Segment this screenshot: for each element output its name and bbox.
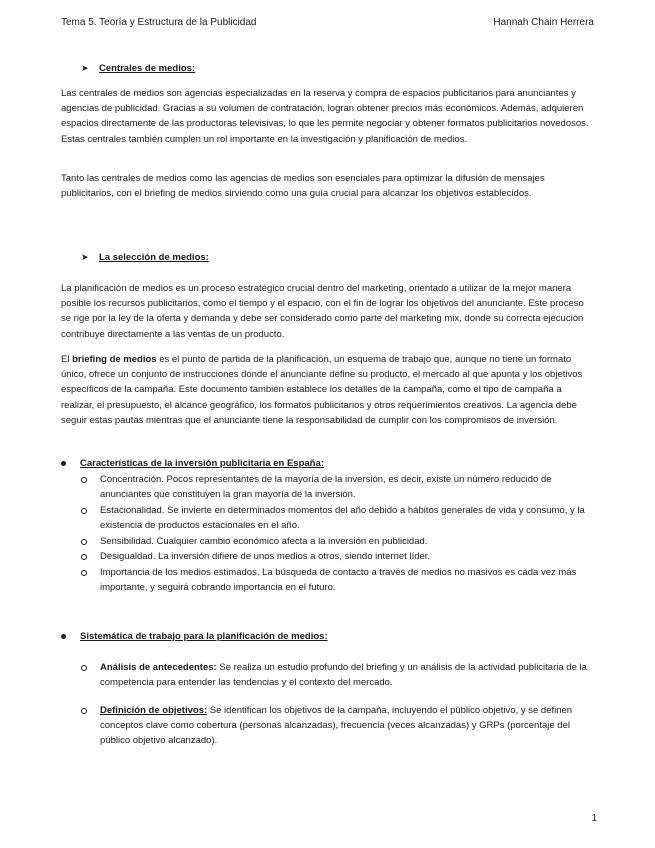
circle-bullet-icon (81, 570, 87, 576)
bullet-dot-icon (61, 461, 66, 466)
header-author: Hannah Chain Herrera (493, 17, 594, 28)
section-heading-text: La selección de medios: (99, 252, 209, 263)
circle-bullet-icon (81, 665, 87, 671)
circle-bullet-icon (81, 708, 87, 714)
item-label-objetivos: Definición de objetivos: (100, 705, 208, 716)
page-header (61, 17, 594, 31)
section-heading-centrales (81, 61, 195, 76)
paragraph-centrales-2: Tanto las centrales de medios como las agencias de medios son esenciales para optimizar la difusión de mensajes publicitarios, con el briefing de medios sirviendo como una guía crucial para alcanzar los objetivos establecidos. (61, 173, 545, 200)
bold-term-briefing: briefing de medios (72, 354, 157, 365)
list-item-text: Desigualdad. La inversión difiere de unos medios a otros, siendo internet líder. (100, 551, 431, 562)
circle-bullet-icon (81, 539, 87, 545)
bullet-heading-text: Sistemática de trabajo para la planificación de medios: (80, 631, 328, 642)
paragraph-centrales-1: Las centrales de medios son agencias especializadas en la reserva y compra de espacios publicitarios para anunciantes y agencias de publicidad. Gracias a su volumen de contratación, logran obtener precios más económicos. Además, adquieren espacios directamente de las productoras televisivas, lo que les permite negociar y obtener formatos publicitarios novedosos. Estas centrales también cumplen un rol importante en la investigación y planificación de medios. (61, 88, 589, 145)
header-title: Tema 5. Teoría y Estructura de la Publicidad (61, 17, 257, 28)
section-heading-text: Centrales de medios: (99, 63, 196, 74)
bullet-heading-text: Características de la inversión publicitaria en España: (80, 458, 324, 469)
list-item-text (100, 703, 594, 749)
text-run: Se identifican los objetivos de la campaña, incluyendo el público objetivo, y se definen conceptos clave como cobertura (personas alcanzadas), frecuencia (veces alcanzadas) y GRPs (porcentaje del público objetivo alcanzado). (100, 705, 573, 747)
section-heading-seleccion (81, 250, 209, 265)
list-item-text: Concentración. Pocos representantes de la mayoría de la inversión, es decir, existe un número reducido de anunciantes que constituyen la gran mayoría de la inversión. (100, 474, 552, 501)
paragraph-seleccion-2 (61, 352, 594, 428)
list-item-text: Sensibilidad. Cualquier cambio económico afecta a la inversión en publicidad. (100, 536, 428, 547)
list-item-text: Importancia de los medios estimados. La búsqueda de contacto a través de medios no masivos es cada vez más importante, y seguirá cobrando importancia en el futuro. (100, 567, 577, 594)
list-item-text: Estacionalidad. Se invierte en determinados momentos del año debido a hábitos generales de vida y consumo, y la existencia de productos estacionales en el año. (100, 505, 585, 532)
item-label-antecedentes: Análisis de antecedentes: (100, 662, 217, 673)
arrow-bullet-icon: ➤ (81, 63, 89, 73)
circle-bullet-icon (81, 508, 87, 514)
circle-bullet-icon (81, 554, 87, 560)
text-run: El (61, 354, 73, 365)
bullet-dot-icon (61, 634, 66, 639)
page-number: 1 (591, 813, 597, 824)
paragraph-seleccion-1: La planificación de medios es un proceso estratégico crucial dentro del marketing, orientado a utilizar de la mejor manera posible los recursos publicitarios, como el tiempo y el espacio, con el fin de lograr los objetivos del anunciante. Este proceso se rige por la ley de la oferta y demanda y debe ser considerado como parte del marketing mix, donde su correcta ejecución contribuye directamente a las ventas de un producto. (61, 283, 584, 340)
text-run: Se realiza un estudio profundo del briefing y un análisis de la actividad publicitaria de la competencia para entender las tendencias y el contexto del mercado. (100, 662, 587, 689)
list-item-text (100, 660, 594, 690)
text-run: es el punto de partida de la planificación, un esquema de trabajo que, aunque no tiene un formato único, ofrece un conjunto de instrucciones donde el anunciante define su producto, el mercado al que apunta y los objetivos específicos de la campaña. Este documento también establece los detalles de la campaña, como el tipo de campaña a realizar, el presupuesto, el alcance geográfico, los formatos publicitarios y otros requerimientos creativos. La agencia debe seguir estas pautas mientras que el anunciante tiene la responsabilidad de cumplir con los compromisos de inversión. (61, 354, 583, 426)
arrow-bullet-icon: ➤ (81, 252, 89, 262)
circle-bullet-icon (81, 477, 87, 483)
